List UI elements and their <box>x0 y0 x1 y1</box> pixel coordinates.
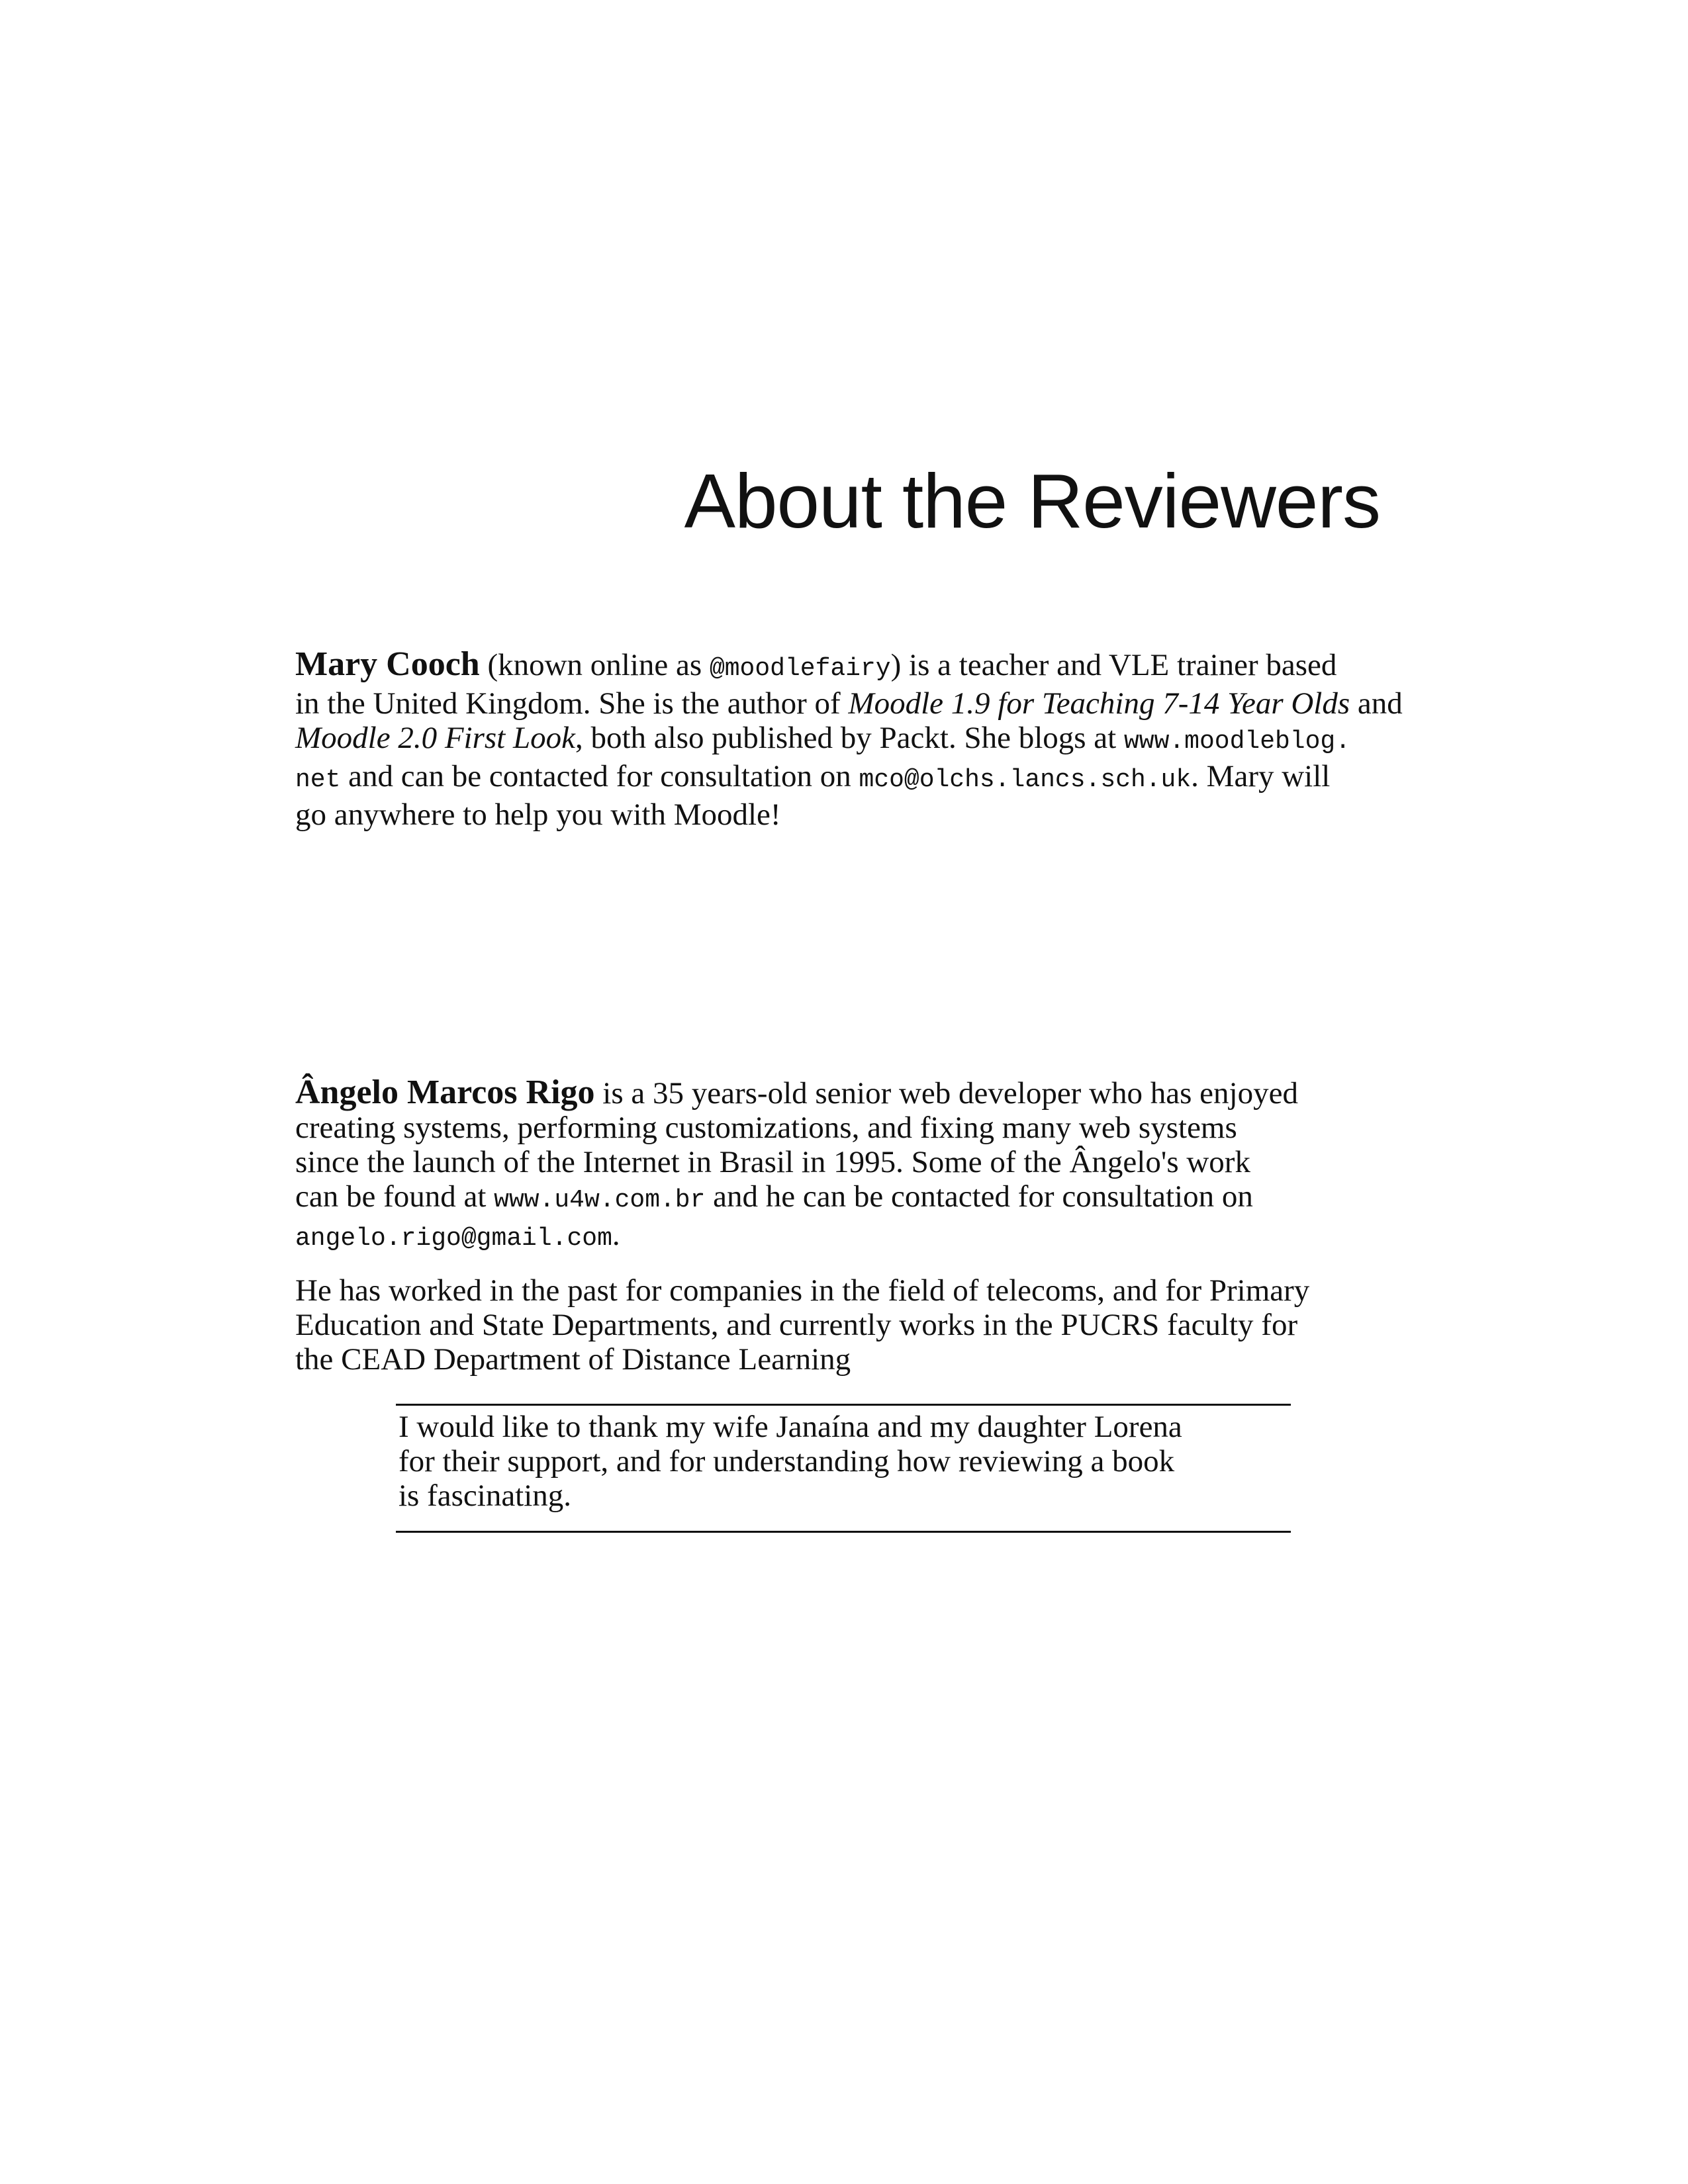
acknowledgement-box <box>396 1404 1291 1533</box>
ack-line: I would like to thank my wife Janaína and my daughter Lorena <box>399 1410 1182 1444</box>
bio-text: and can be contacted for consultation on <box>340 759 859 794</box>
reviewer-work-history <box>295 1273 1394 1377</box>
bio-line <box>295 1179 1394 1218</box>
ack-line: is fascinating. <box>399 1479 572 1513</box>
bio-text: and <box>1350 686 1403 721</box>
email-address: angelo.rigo@gmail.com <box>295 1224 612 1253</box>
ack-line: for their support, and for understanding how reviewing a book <box>399 1444 1175 1479</box>
bio-text: . <box>612 1218 620 1252</box>
bio-text: and he can be contacted for consultation on <box>705 1179 1253 1214</box>
bio-line <box>295 759 1394 797</box>
blog-url: www.moodleblog. <box>1123 727 1351 756</box>
bio-line <box>295 686 1403 721</box>
twitter-handle: @moodlefairy <box>709 655 891 683</box>
bio-line <box>295 1075 1394 1111</box>
reviewer-name: Mary Cooch <box>295 645 480 683</box>
bio-line <box>295 721 1394 759</box>
bio-text: in the United Kingdom. She is the author of <box>295 686 849 721</box>
book-title: Moodle 1.9 for Teaching 7-14 Year Olds <box>848 686 1350 721</box>
bio-line <box>295 647 1394 686</box>
bio-text: , both also published by Packt. She blogs at <box>575 721 1124 755</box>
reviewer-name: Ângelo Marcos Rigo <box>295 1073 595 1111</box>
bio-line: since the launch of the Internet in Brasil in 1995. Some of the Ângelo's work <box>295 1145 1250 1179</box>
bio-text: is a 35 years-old senior web developer who has enjoyed <box>594 1076 1298 1111</box>
bio-text: ) is a teacher and VLE trainer based <box>890 648 1337 682</box>
website-url: www.u4w.com.br <box>494 1186 706 1214</box>
book-title: Moodle 2.0 First Look <box>295 721 575 755</box>
bio-line: Education and State Departments, and currently works in the PUCRS faculty for <box>295 1308 1298 1342</box>
acknowledgement-text <box>399 1410 1182 1513</box>
bio-line: He has worked in the past for companies in the field of telecoms, and for Primary <box>295 1273 1310 1308</box>
bio-line: creating systems, performing customizations, and fixing many web systems <box>295 1111 1237 1145</box>
bio-text: can be found at <box>295 1179 494 1214</box>
reviewer-bio-mary-cooch <box>295 645 1403 832</box>
page-title: About the Reviewers <box>684 458 1380 544</box>
blog-url: net <box>295 766 341 794</box>
bio-text: . Mary will <box>1191 759 1331 794</box>
bio-line <box>295 1218 1394 1256</box>
bio-text: (known online as <box>479 648 710 682</box>
bio-line: the CEAD Department of Distance Learning <box>295 1342 851 1377</box>
reviewer-bio-angelo-marcos-rigo <box>295 1075 1394 1256</box>
email-address: mco@olchs.lancs.sch.uk <box>859 766 1192 794</box>
bio-line: go anywhere to help you with Moodle! <box>295 797 781 832</box>
